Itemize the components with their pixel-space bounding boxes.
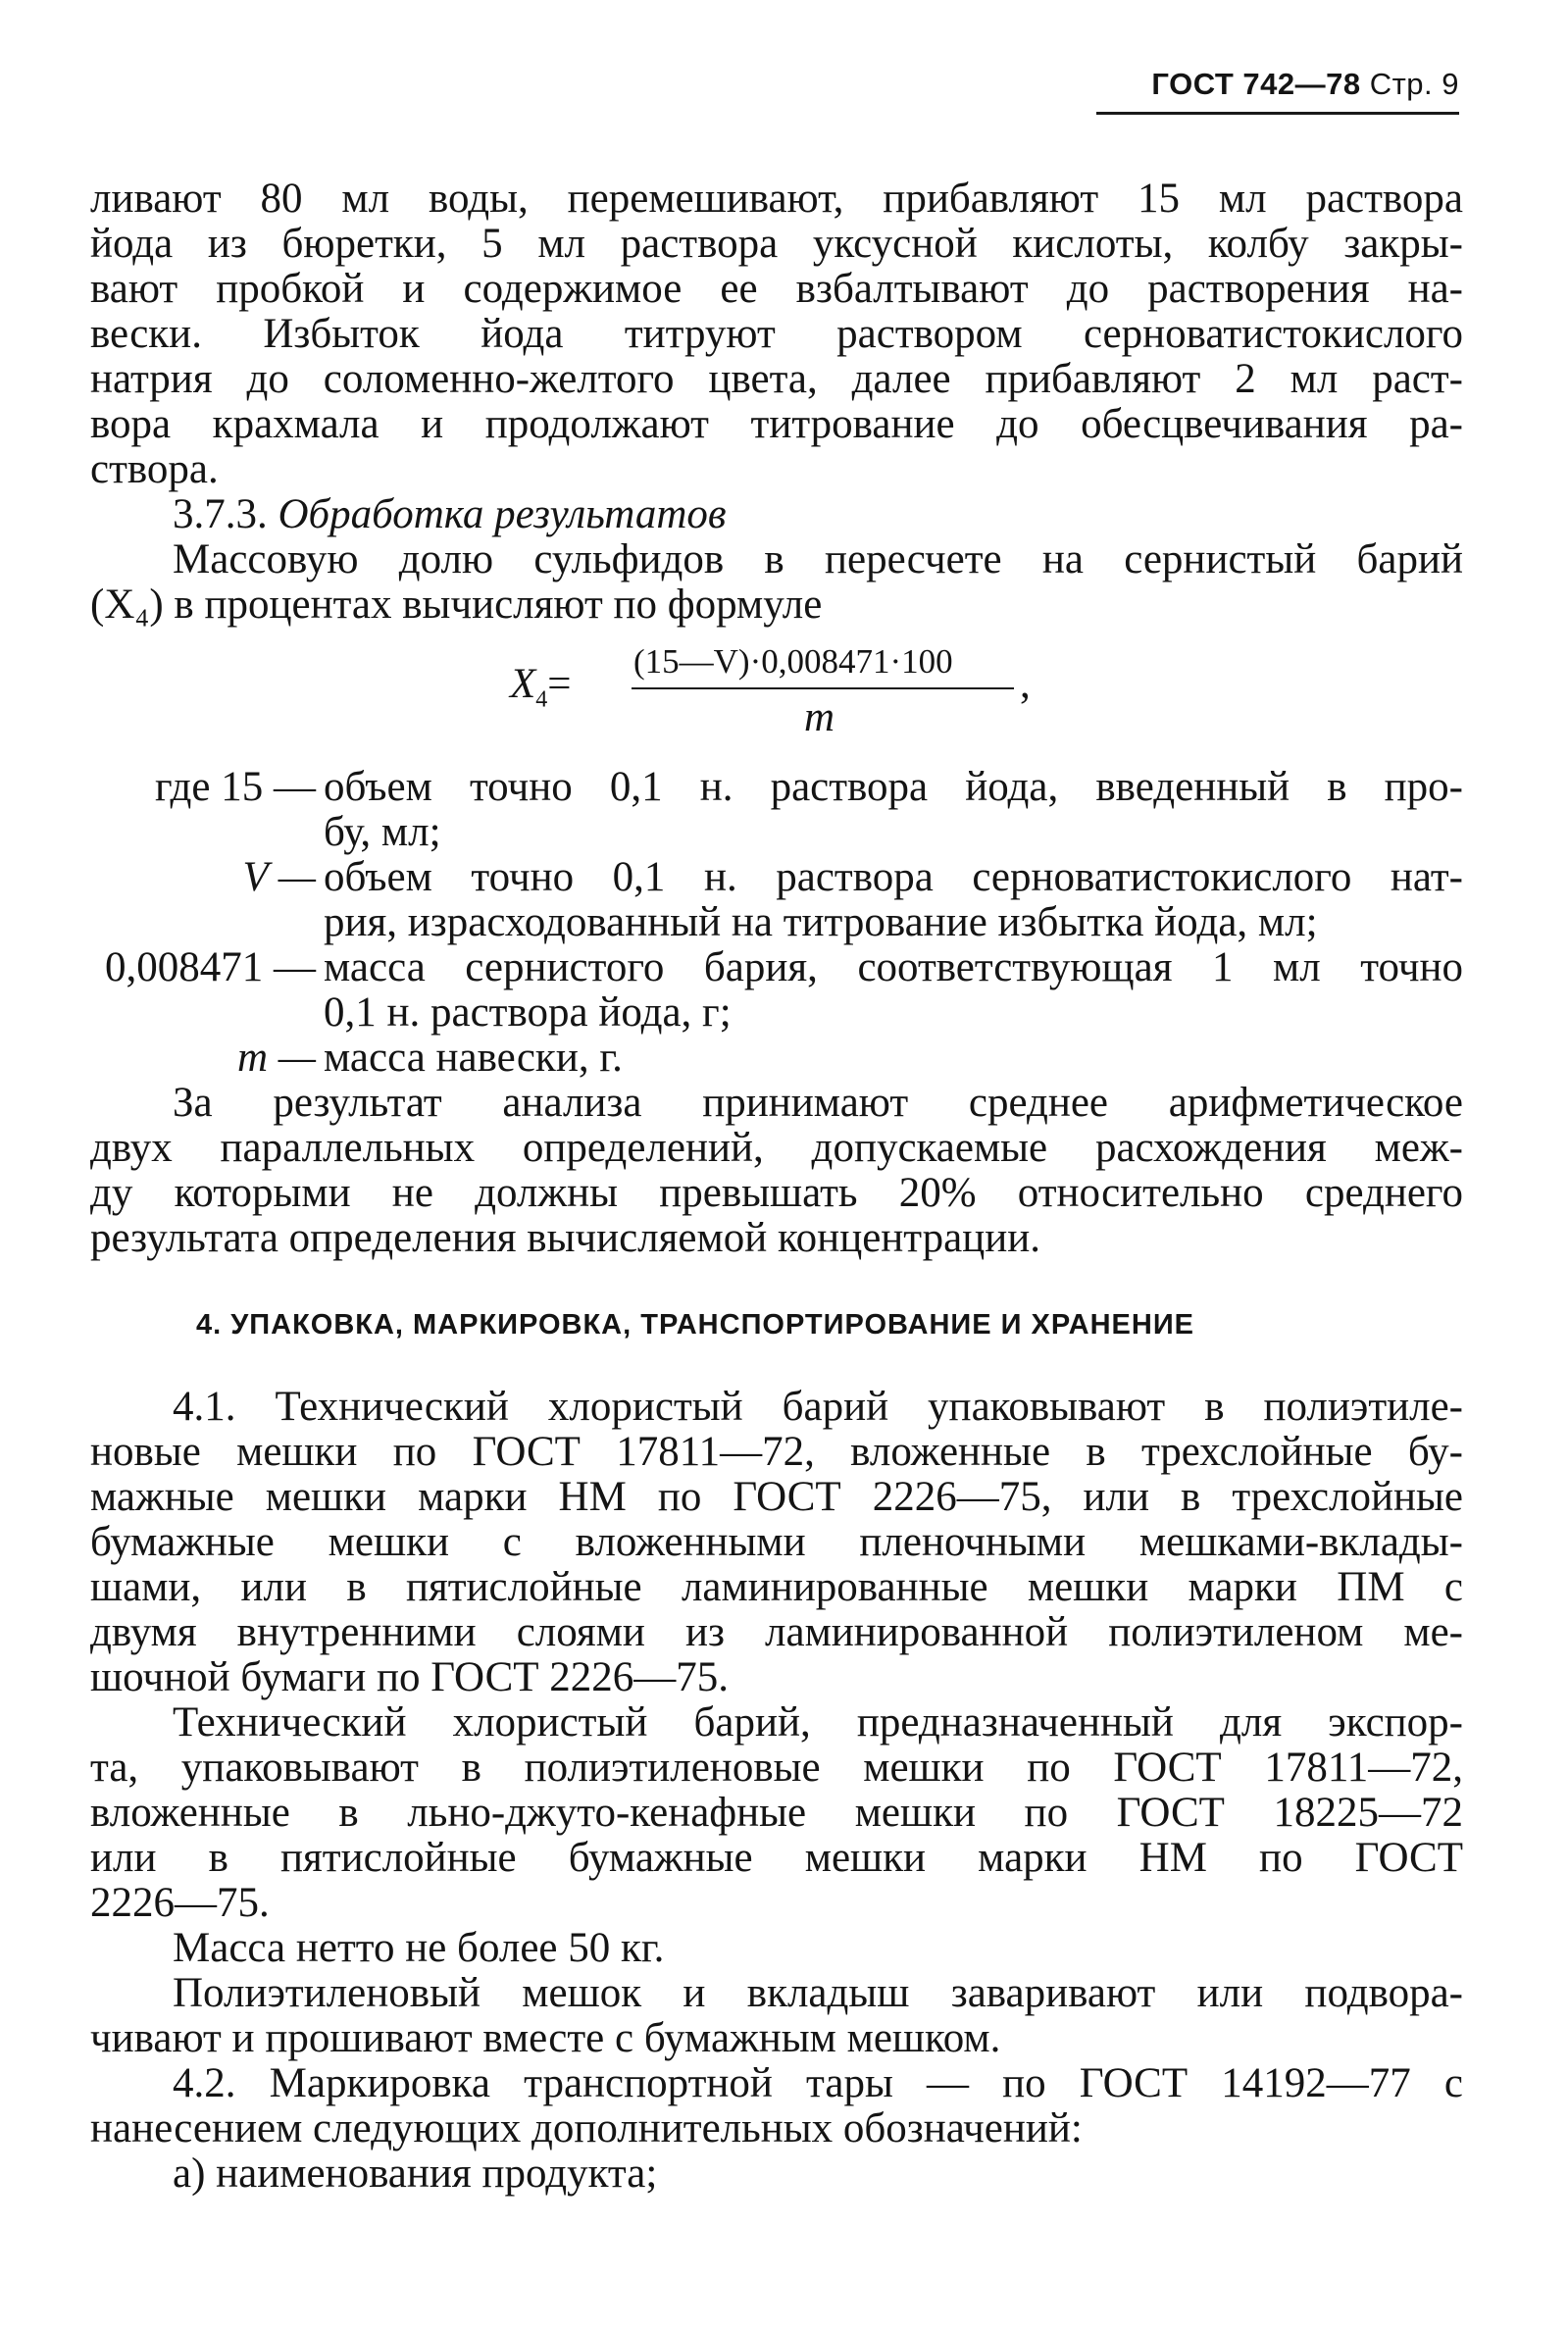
text-line: Полиэтиленовый мешок и вкладыш заваривают или подвора- [173, 1970, 1463, 2016]
clause-heading [173, 492, 1463, 537]
formula-lhs: $X_4=$ [510, 661, 572, 713]
text-line: Технический хлористый барий, предназначенный для экспор- [173, 1699, 1463, 1746]
text-line: или в пятислойные бумажные мешки марки НМ по ГОСТ [90, 1835, 1463, 1881]
text-line: Массовую долю сульфидов в пересчете на сернистый барий [173, 536, 1463, 582]
text-line: За результат анализа принимают среднее арифметическое [173, 1080, 1463, 1126]
formula-denominator: m [804, 694, 835, 740]
page-header [1096, 67, 1459, 115]
definition-text: масса навески, г. [324, 1035, 623, 1081]
definition-text: бу, мл; [324, 809, 441, 855]
text-line: та, упаковывают в полиэтиленовые мешки по ГОСТ 17811—72, [90, 1745, 1463, 1791]
text-line: вают пробкой и содержимое ее взбалтывают до растворения на- [90, 266, 1463, 312]
text-line: (X₄) в процентах вычисляют по формуле [90, 582, 823, 628]
formula-numerator: (15—V)·0,008471·100 [633, 642, 953, 681]
text-line: вложенные в льно-джуто-кенафные мешки по ГОСТ 18225—72 [90, 1790, 1463, 1836]
text-line: двумя внутренними слоями из ламинированной полиэтиленом ме- [90, 1609, 1463, 1655]
definition-term: где 15 — [155, 764, 316, 810]
definition-text: масса сернистого бария, соответствующая 1 мл точно [324, 944, 1463, 990]
formula-tail: , [1020, 661, 1031, 707]
gost-number: ГОСТ 742—78 [1151, 67, 1361, 101]
text-line: мажные мешки марки НМ по ГОСТ 2226—75, или в трехслойные [90, 1474, 1463, 1520]
section-title: 4. УПАКОВКА, МАРКИРОВКА, ТРАНСПОРТИРОВАНИЕ И ХРАНЕНИЕ [196, 1309, 1195, 1341]
clause-number: 3.7.3. [173, 491, 268, 537]
text-line: шочной бумаги по ГОСТ 2226—75. [90, 1654, 730, 1700]
text-line: 4.1. Технический хлористый барий упаковывают в полиэтиле- [173, 1384, 1463, 1430]
text-line: шами, или в пятислойные ламинированные мешки марки ПМ с [90, 1564, 1463, 1610]
clause-title: Обработка результатов [278, 491, 727, 537]
text-line: двух параллельных определений, допускаемые расхождения меж- [90, 1125, 1463, 1171]
definition-text: 0,1 н. раствора йода, г; [324, 989, 732, 1036]
formula [510, 642, 1059, 740]
definition-text: объем точно 0,1 н. раствора йода, введенный в про- [324, 764, 1463, 810]
text-line: ливают 80 мл воды, перемешивают, прибавляют 15 мл раствора [90, 176, 1463, 222]
text-line: 4.2. Маркировка транспортной тары — по ГОСТ 14192—77 с [173, 2060, 1463, 2106]
text-line: результата определения вычисляемой концентрации. [90, 1215, 1040, 1261]
definition-term: V — [242, 854, 316, 900]
text-line: вора крахмала и продолжают титрование до обесцвечивания ра- [90, 401, 1463, 447]
text-line: новые мешки по ГОСТ 17811—72, вложенные в трехслойные бу- [90, 1429, 1463, 1475]
text-line: вески. Избыток йода титруют раствором серноватистокислого [90, 311, 1463, 357]
definition-text: рия, израсходованный на титрование избытка йода, мл; [324, 899, 1318, 945]
text-line: Масса нетто не более 50 кг. [173, 1925, 665, 1971]
text-line: чивают и прошивают вместе с бумажным мешком. [90, 2015, 1001, 2061]
text-line: ду которыми не должны превышать 20% относительно среднего [90, 1170, 1463, 1216]
text-line: 2226—75. [90, 1880, 270, 1926]
text-line: нанесением следующих дополнительных обозначений: [90, 2105, 1083, 2151]
page-number: Стр. 9 [1369, 67, 1459, 101]
text-line: створа. [90, 446, 219, 492]
definition-text: объем точно 0,1 н. раствора серноватистокислого нат- [324, 854, 1463, 900]
text-line: йода из бюретки, 5 мл раствора уксусной кислоты, колбу закры- [90, 221, 1463, 267]
list-item: а) наименования продукта; [173, 2151, 658, 2197]
definition-term: 0,008471 — [105, 944, 316, 990]
definition-term: m — [236, 1035, 316, 1081]
text-line: натрия до соломенно-желтого цвета, далее прибавляют 2 мл раст- [90, 356, 1463, 402]
text-line: бумажные мешки с вложенными пленочными мешками-вклады- [90, 1519, 1463, 1565]
fraction-bar [632, 687, 1014, 689]
